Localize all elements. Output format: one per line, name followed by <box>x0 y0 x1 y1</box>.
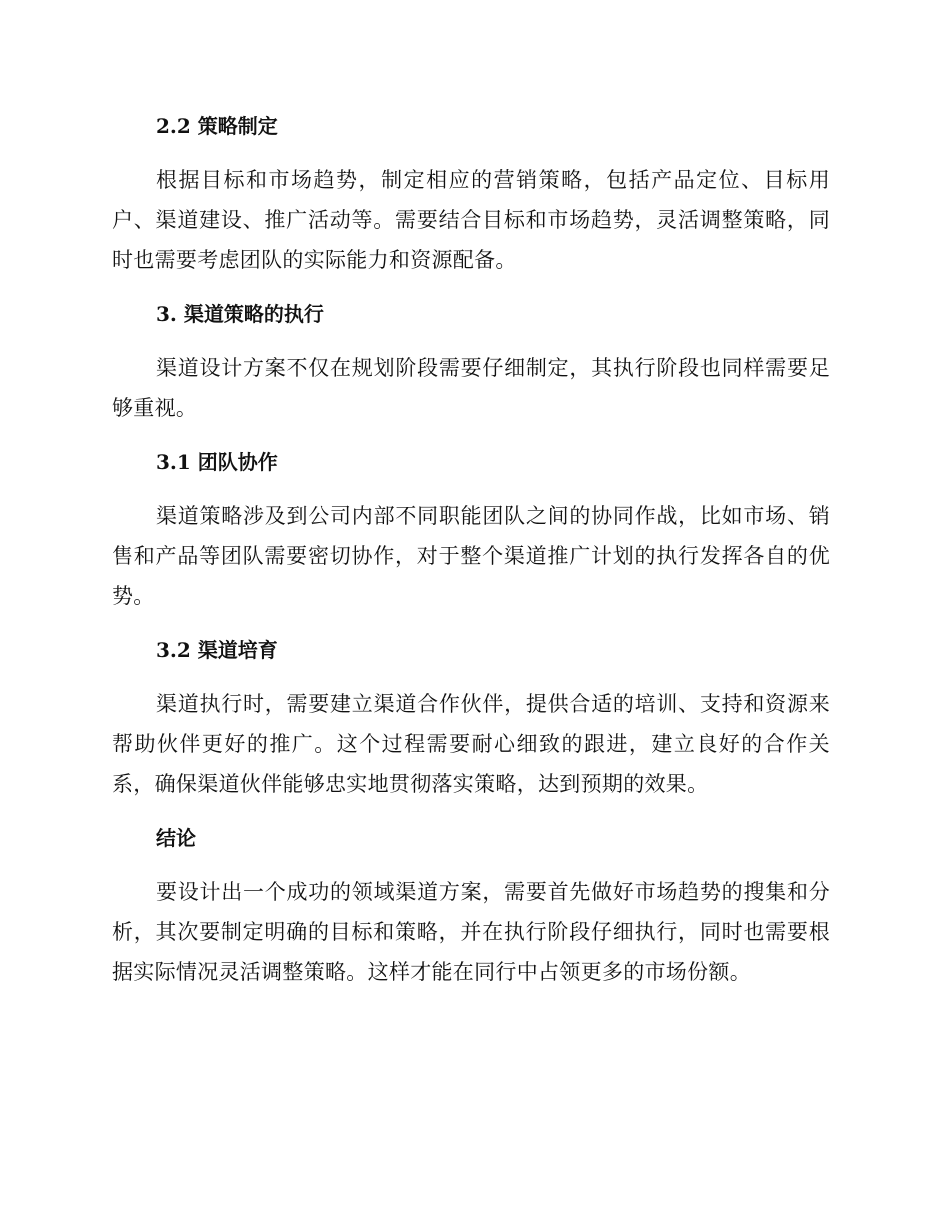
section-paragraph-strategy-formulation: 根据目标和市场趋势，制定相应的营销策略，包括产品定位、目标用户、渠道建设、推广活动等。需要结合目标和市场趋势，灵活调整策略，同时也需要考虑团队的实际能力和资源配备。 <box>112 168 830 272</box>
section-heading-channel-cultivation: 3.2 渠道培育 <box>156 638 278 662</box>
section-heading-channel-execution: 3. 渠道策略的执行 <box>156 302 324 326</box>
section-heading-strategy-formulation: 2.2 策略制定 <box>156 114 278 138</box>
section-paragraph-team-collaboration: 渠道策略涉及到公司内部不同职能团队之间的协同作战，比如市场、销售和产品等团队需要密切协作，对于整个渠道推广计划的执行发挥各自的优势。 <box>112 504 830 608</box>
section-heading-team-collaboration: 3.1 团队协作 <box>156 450 278 474</box>
section-paragraph-conclusion: 要设计出一个成功的领域渠道方案，需要首先做好市场趋势的搜集和分析，其次要制定明确的目标和策略，并在执行阶段仔细执行，同时也需要根据实际情况灵活调整策略。这样才能在同行中占领更多的市场份额。 <box>112 880 830 984</box>
section-paragraph-channel-cultivation: 渠道执行时，需要建立渠道合作伙伴，提供合适的培训、支持和资源来帮助伙伴更好的推广。这个过程需要耐心细致的跟进，建立良好的合作关系，确保渠道伙伴能够忠实地贯彻落实策略，达到预期的效果。 <box>112 692 830 796</box>
section-paragraph-channel-execution: 渠道设计方案不仅在规划阶段需要仔细制定，其执行阶段也同样需要足够重视。 <box>112 356 830 420</box>
section-heading-conclusion: 结论 <box>156 826 196 850</box>
document-body <box>112 106 830 992</box>
